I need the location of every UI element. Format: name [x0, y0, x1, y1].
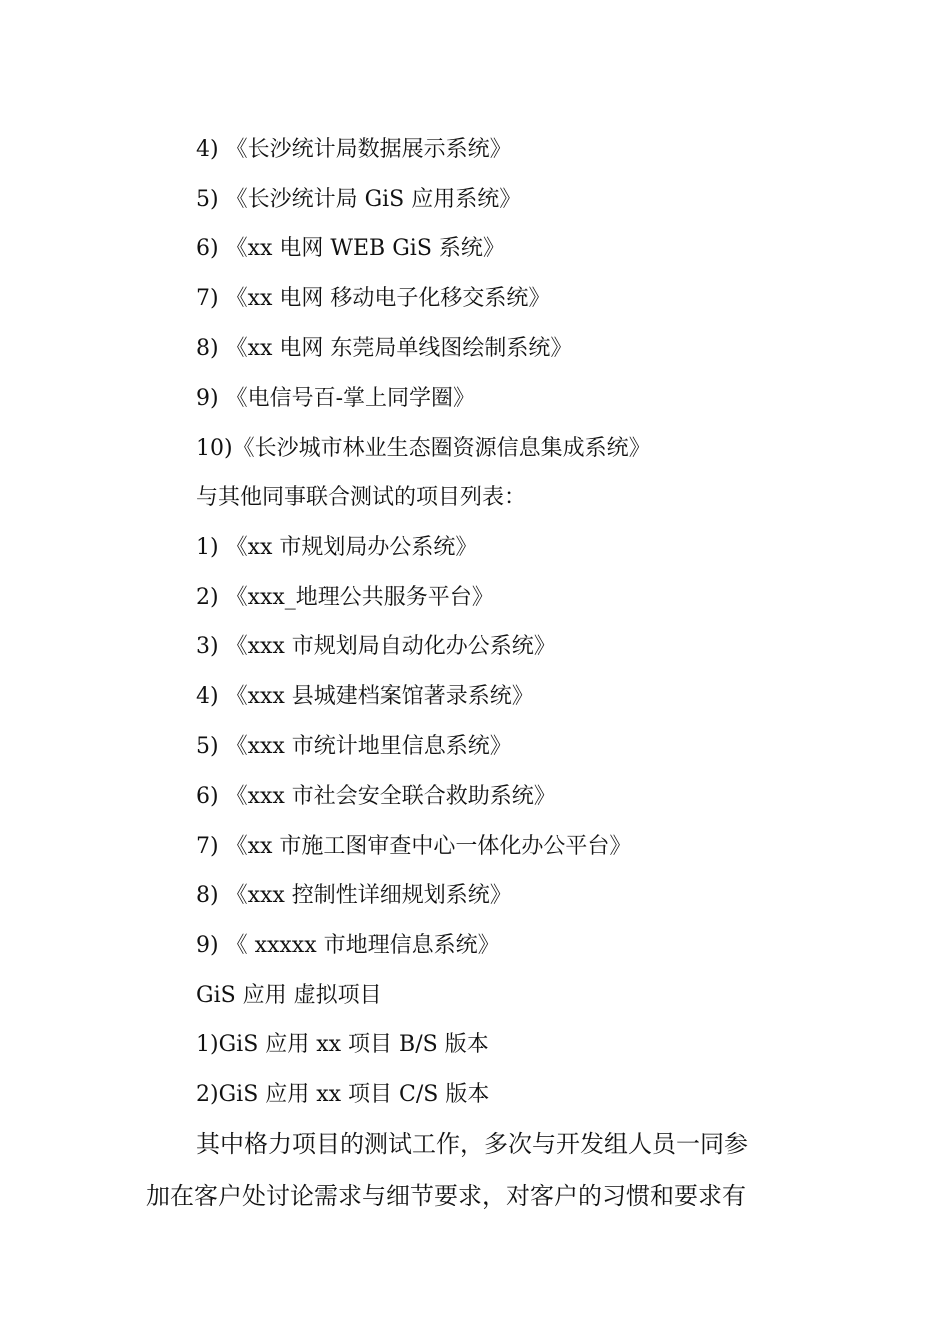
list-item: 9) 《 xxxxx 市地理信息系统》 [196, 933, 500, 958]
list-item: 10)《长沙城市林业生态圈资源信息集成系统》 [196, 436, 651, 461]
list-item: 8) 《xxx 控制性详细规划系统》 [196, 883, 512, 908]
section-heading-gis-virtual: GiS 应用 虚拟项目 [196, 983, 382, 1008]
list-item: 6) 《xxx 市社会安全联合救助系统》 [196, 784, 556, 809]
paragraph-line-1: 其中格力项目的测试工作，多次与开发组人员一同参 [196, 1130, 748, 1158]
list-item: 8) 《xx 电网 东莞局单线图绘制系统》 [196, 336, 573, 361]
paragraph-line-2: 加在客户处讨论需求与细节要求，对客户的习惯和要求有 [146, 1182, 746, 1210]
list-item: 4) 《长沙统计局数据展示系统》 [196, 137, 512, 162]
list-item: 6) 《xx 电网 WEB GiS 系统》 [196, 236, 505, 261]
list-item: 2)GiS 应用 xx 项目 C/S 版本 [196, 1082, 490, 1107]
list-item: 2) 《xxx_地理公共服务平台》 [196, 585, 494, 610]
list-item: 1) 《xx 市规划局办公系统》 [196, 535, 478, 560]
list-item: 3) 《xxx 市规划局自动化办公系统》 [196, 634, 556, 659]
list-item: 9) 《电信号百-掌上同学圈》 [196, 386, 476, 411]
list-item: 5) 《长沙统计局 GiS 应用系统》 [196, 187, 522, 212]
list-item: 1)GiS 应用 xx 项目 B/S 版本 [196, 1032, 489, 1057]
list-item: 4) 《xxx 县城建档案馆著录系统》 [196, 684, 534, 709]
list-item: 7) 《xx 市施工图审查中心一体化办公平台》 [196, 834, 632, 859]
list-item: 5) 《xxx 市统计地里信息系统》 [196, 734, 512, 759]
section-heading-joint-tests: 与其他同事联合测试的项目列表： [196, 485, 527, 510]
list-item: 7) 《xx 电网 移动电子化移交系统》 [196, 286, 551, 311]
